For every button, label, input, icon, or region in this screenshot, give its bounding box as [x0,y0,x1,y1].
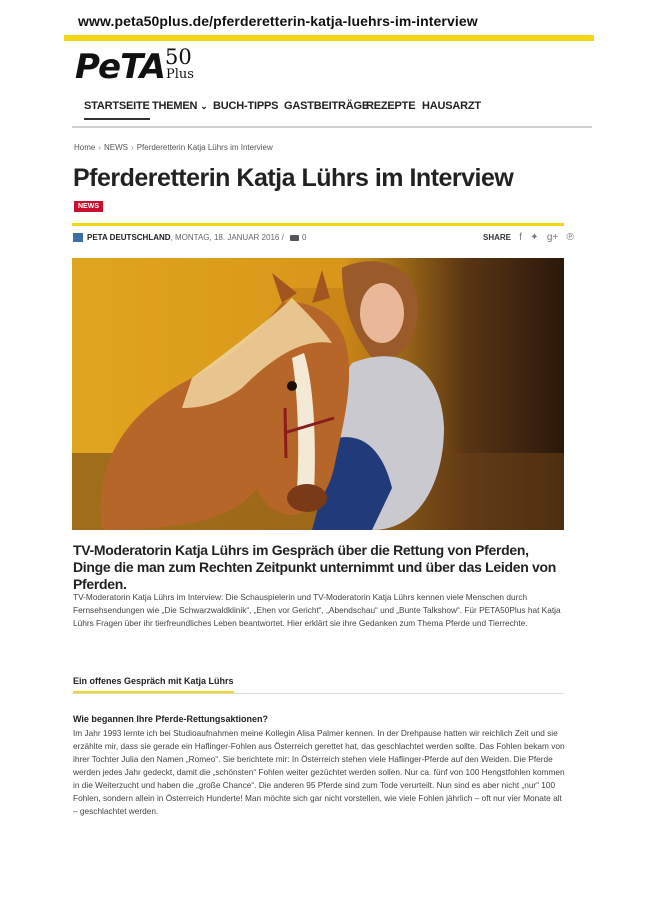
hero-image [72,258,564,530]
logo-plus: Plus [166,67,194,82]
google-plus-icon[interactable]: g+ [546,232,559,243]
author-avatar-icon [73,233,83,242]
breadcrumb-home[interactable]: Home [74,143,96,152]
share-bar [483,232,574,243]
facebook-icon[interactable]: f [519,232,523,243]
pinterest-icon[interactable]: ℗ [566,232,574,243]
article-subheading: TV-Moderatorin Katja Lührs im Gespräch über die Rettung von Pferden, Dinge die man zum Rechten Zeitpunkt unternimmt und über das Leiden von Pferden. [73,542,557,592]
chevron-down-icon: ⌄ [200,101,208,111]
nav-item-gastbeitraege[interactable]: GASTBEITRÄGE [284,100,369,112]
nav-item-themen[interactable] [152,100,208,112]
breadcrumb [74,143,273,152]
breadcrumb-news[interactable]: NEWS [104,143,129,152]
article-lead: TV-Moderatorin Katja Lührs im Interview: Die Schauspielerin und TV-Moderatorin Katja Lührs kennen viele Menschen durch Fernsehsendungen wie „Die Schwarzwaldklinik“, „Ehen vor Gericht“, „Abendschau“ und „Bunte Talkshow“. Für PETA50Plus hat Katja Lührs Fragen über ihr tierfreundliches Leben beantwortet. Hier erklärt sie ihre Gedanken zum Thema Pferde und Tierrechte. [73,592,561,628]
chevron-right-icon: › [98,143,102,152]
logo-number: 50 [165,45,192,69]
nav-item-rezepte[interactable]: REZEPTE [366,100,416,112]
share-label: SHARE [483,233,512,242]
page-title: Pferderetterin Katja Lührs im Interview [73,164,514,192]
url-banner [64,2,594,41]
hero-photo-illustration [72,258,564,530]
main-nav [72,92,592,128]
nav-item-hausarzt[interactable]: HAUSARZT [422,100,481,112]
nav-item-buch-tipps[interactable]: BUCH-TIPPS [213,100,279,112]
interview-answer: Im Jahr 1993 lernte ich bei Studioaufnahmen meine Kollegin Alisa Palmer kennen. In der Drehpause hatten wir reichlich Zeit und sie erzählte mir, dass sie gerade ein Haflinger-Fohlen aus Österreich gerettet hat, das geschlachtet werden sollte. Das Fohlen bekam von ihrer Tochter Julia den Namen „Romeo“. Sie berichtete mir: In Österreich stehen viele Haflinger-Pferde auf den Weiden. Die Pferde werden jedes Jahr gedeckt, damit die „schönsten“ Fohlen weiter gezüchtet werden sollen. Nur ca. fünf von 100 Hengstfohlen kommen in die Weiterzucht und haben die „große Chance“. Die anderen 95 Pferde sind zum Tode verurteilt. Nun sind es aber nicht „nur“ 100 Fohlen, sondern allein in Österreich Hunderte! Man möchte sich gar nicht vorstellen, wie viele Fohlen jährlich – oft nur vier Monate alt – geschlachtet werden. [73,728,565,816]
site-logo[interactable] [75,47,205,85]
breadcrumb-current: Pferderetterin Katja Lührs im Interview [136,143,273,152]
category-badge[interactable]: NEWS [74,201,103,212]
url-text: www.peta50plus.de/pferderetterin-katja-luehrs-im-interview [78,13,478,29]
divider [72,223,564,226]
author-name[interactable]: PETA DEUTSCHLAND [87,233,171,242]
twitter-icon[interactable]: ✦ [530,232,539,243]
nav-item-label: THEMEN [152,100,198,112]
section-heading: Ein offenes Gespräch mit Katja Lührs [73,676,234,693]
comment-icon[interactable] [290,235,299,241]
divider [72,693,564,694]
publish-date: MONTAG, 18. JANUAR 2016 [175,233,280,242]
article-meta: PETA DEUTSCHLAND, MONTAG, 18. JANUAR 2016 / 0 [73,233,306,242]
chevron-right-icon: › [131,143,134,152]
logo-wordmark: PeTA [75,47,165,87]
interview-question: Wie begannen Ihre Pferde-Rettungsaktionen? [73,714,268,724]
nav-item-startseite[interactable]: STARTSEITE [84,100,150,120]
comment-count[interactable]: 0 [302,233,307,242]
